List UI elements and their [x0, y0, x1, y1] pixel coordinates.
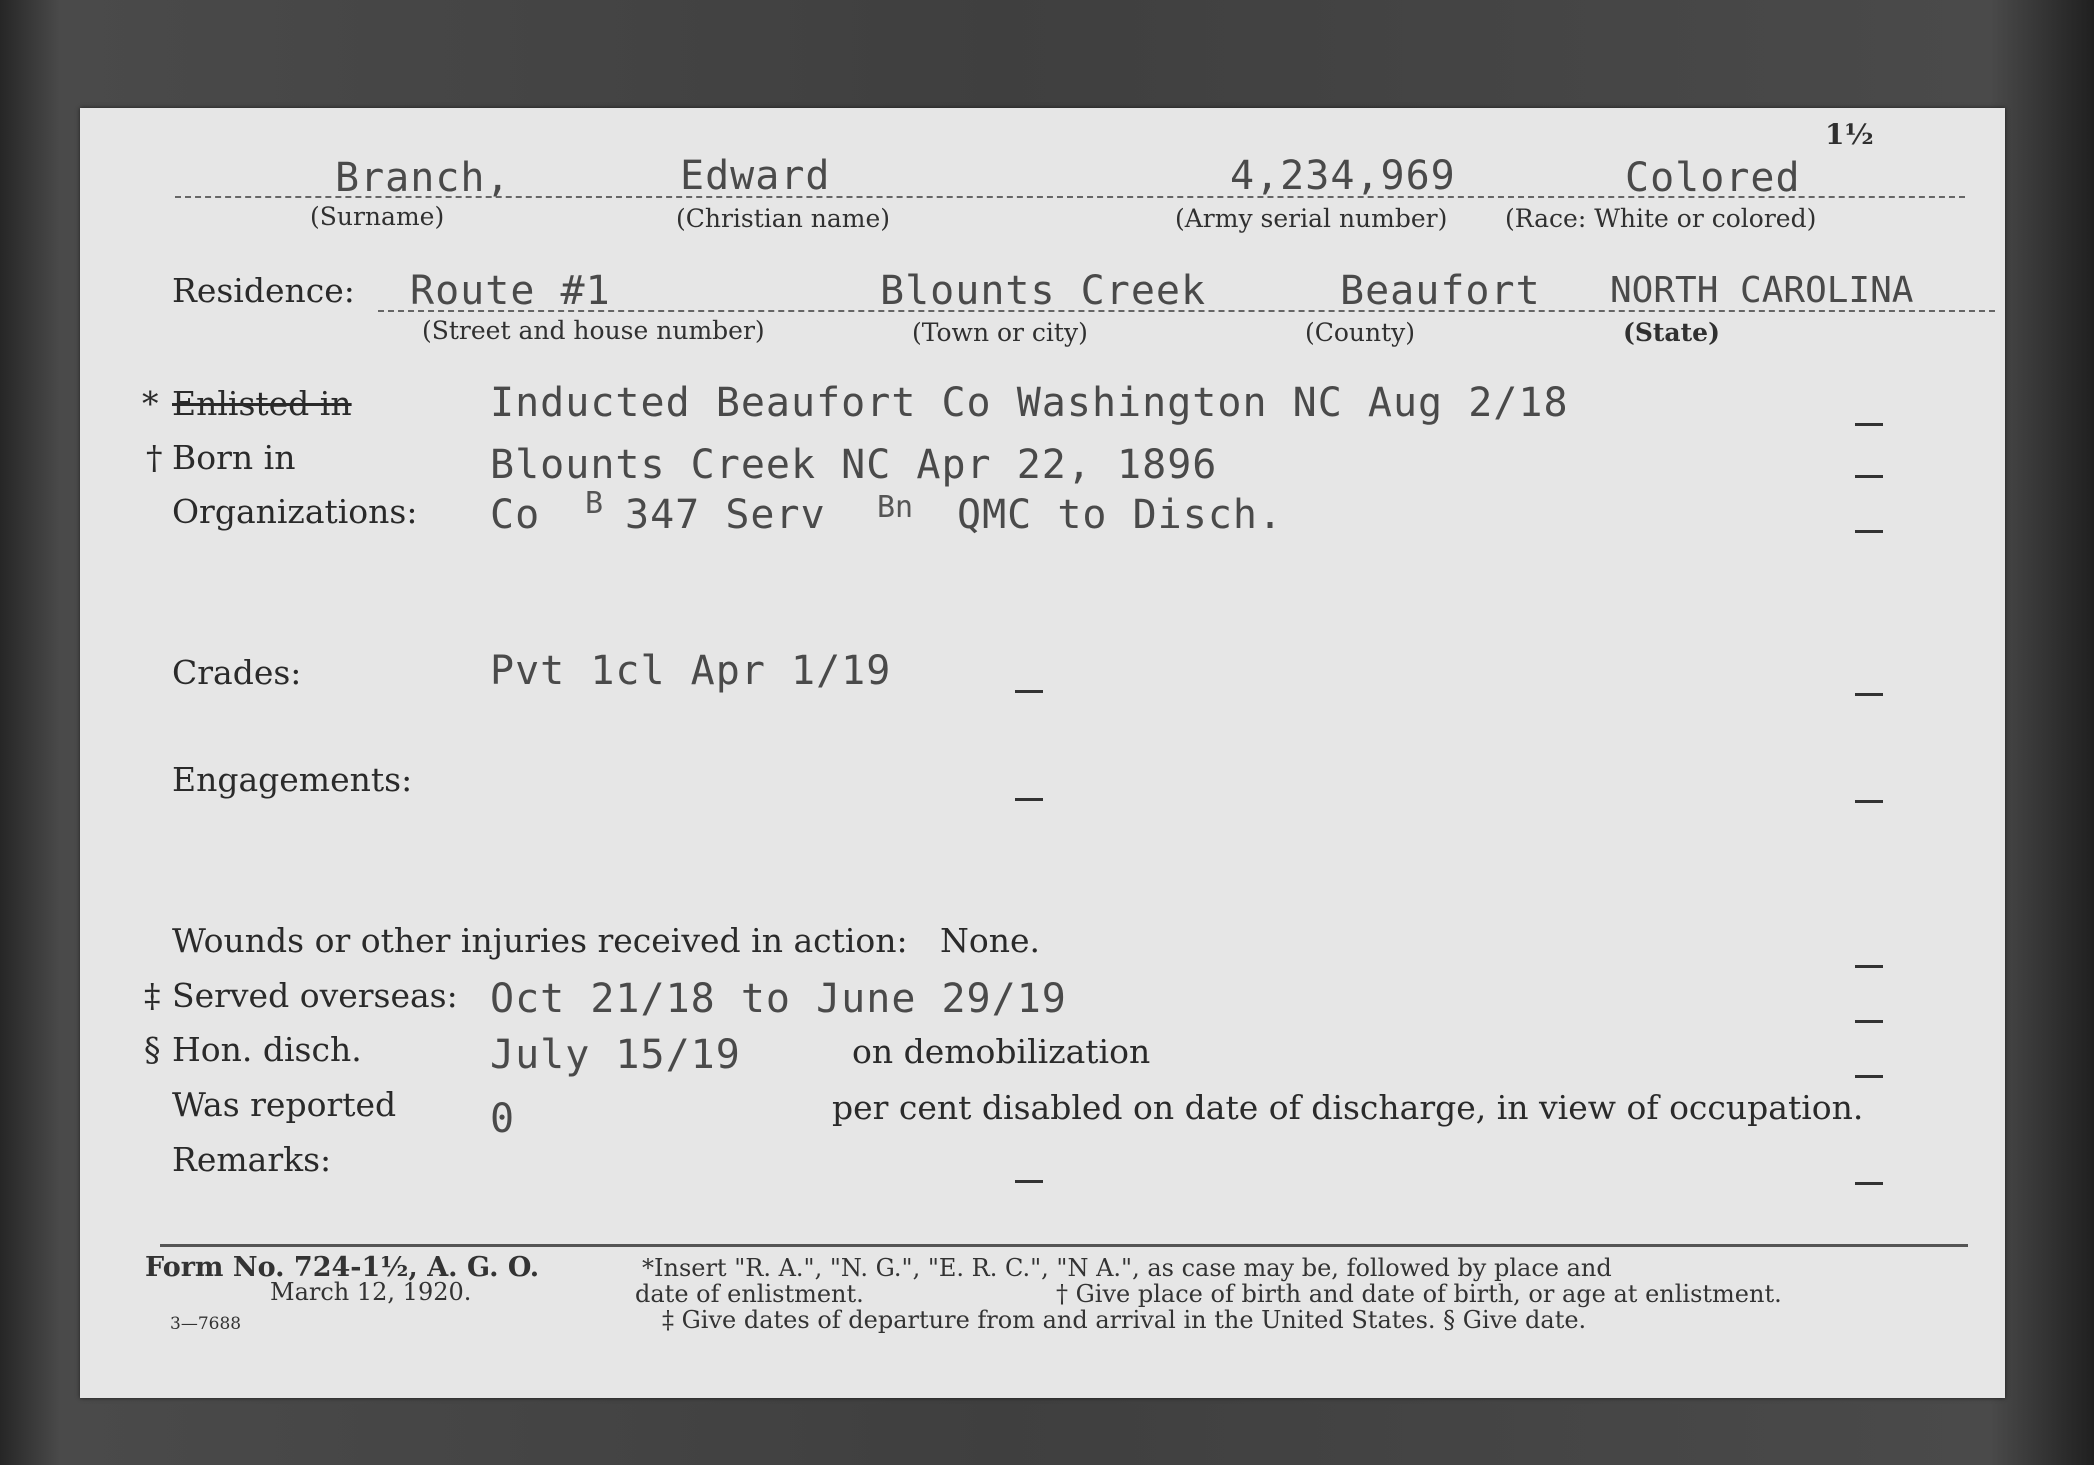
overseas-mark: ‡	[144, 976, 161, 1015]
enlisted-value: Inducted Beaufort Co Washington NC Aug 2/18	[490, 380, 1569, 426]
organizations-co: Co	[490, 492, 541, 538]
surname-value: Branch,	[335, 155, 511, 201]
footnote-line-2a: date of enlistment.	[635, 1280, 864, 1308]
footnote-line-2b: † Give place of birth and date of birth, or age at enlistment.	[1056, 1280, 1782, 1308]
enlisted-label: Enlisted in	[172, 384, 352, 423]
christian-name-caption: (Christian name)	[676, 204, 891, 233]
born-label: Born in	[172, 438, 296, 477]
street-caption: (Street and house number)	[422, 316, 765, 345]
engagements-end-dash	[1855, 800, 1883, 803]
disch-value: July 15/19	[490, 1032, 741, 1078]
town-caption: (Town or city)	[912, 318, 1088, 347]
residence-street: Route #1	[410, 268, 611, 314]
crades-mid-dash	[1015, 690, 1043, 693]
enlisted-mark: *	[142, 384, 159, 423]
engagements-label: Engagements:	[172, 760, 413, 799]
form-number: Form No. 724-1½, A. G. O.	[145, 1252, 540, 1283]
wounds-label: Wounds or other injuries received in action:	[172, 921, 908, 960]
serial-number-value: 4,234,969	[1230, 153, 1456, 199]
race-caption: (Race: White or colored)	[1505, 204, 1817, 233]
engagements-mid-dash	[1015, 798, 1043, 801]
print-code: 3—7688	[170, 1314, 242, 1334]
reported-note: per cent disabled on date of discharge, in view of occupation.	[832, 1088, 1864, 1127]
overseas-end-dash	[1855, 1020, 1883, 1023]
remarks-end-dash	[1855, 1182, 1883, 1185]
reported-label: Was reported	[172, 1085, 397, 1124]
state-caption: (State)	[1623, 318, 1720, 347]
residence-state: NORTH CAROLINA	[1610, 270, 1914, 311]
organizations-label: Organizations:	[172, 492, 418, 531]
born-end-dash	[1855, 475, 1883, 478]
organizations-unit: 347 Serv	[625, 492, 826, 538]
overseas-label: Served overseas:	[172, 976, 458, 1015]
residence-label: Residence:	[172, 271, 355, 310]
organizations-company-letter: B	[585, 486, 604, 521]
card-number: 1½	[1825, 118, 1874, 151]
residence-county: Beaufort	[1340, 268, 1541, 314]
service-record-card	[80, 108, 2005, 1398]
residence-town: Blounts Creek	[880, 268, 1207, 314]
serial-number-caption: (Army serial number)	[1175, 204, 1448, 233]
enlisted-end-dash	[1855, 423, 1883, 426]
crades-label: Crades:	[172, 653, 302, 692]
wounds-end-dash	[1855, 965, 1883, 968]
remarks-mid-dash	[1015, 1180, 1043, 1183]
overseas-value: Oct 21/18 to June 29/19	[490, 976, 1067, 1022]
disch-end-dash	[1855, 1075, 1883, 1078]
disch-note: on demobilization	[852, 1032, 1151, 1071]
crades-value: Pvt 1cl Apr 1/19	[490, 648, 892, 694]
organizations-branch: QMC to Disch.	[957, 492, 1284, 538]
born-value: Blounts Creek NC Apr 22, 1896	[490, 442, 1218, 488]
organizations-end-dash	[1855, 530, 1883, 533]
footnote-line-3: ‡ Give dates of departure from and arrival in the United States. § Give date.	[662, 1306, 1587, 1334]
footer-rule	[160, 1244, 1968, 1247]
footnote-line-1: *Insert "R. A.", "N. G.", "E. R. C.", "N A.", as case may be, followed by place and	[642, 1254, 1612, 1282]
surname-caption: (Surname)	[310, 202, 445, 231]
organizations-battalion: Bn	[877, 490, 914, 525]
remarks-label: Remarks:	[172, 1140, 332, 1179]
race-value: Colored	[1625, 155, 1801, 201]
disch-label: Hon. disch.	[172, 1030, 362, 1069]
form-date: March 12, 1920.	[270, 1278, 472, 1306]
reported-value: 0	[490, 1096, 516, 1142]
crades-end-dash	[1855, 693, 1883, 696]
county-caption: (County)	[1305, 318, 1416, 347]
wounds-value: None.	[940, 921, 1041, 960]
born-mark: †	[146, 438, 163, 477]
disch-mark: §	[144, 1030, 161, 1069]
christian-name-value: Edward	[680, 153, 831, 199]
